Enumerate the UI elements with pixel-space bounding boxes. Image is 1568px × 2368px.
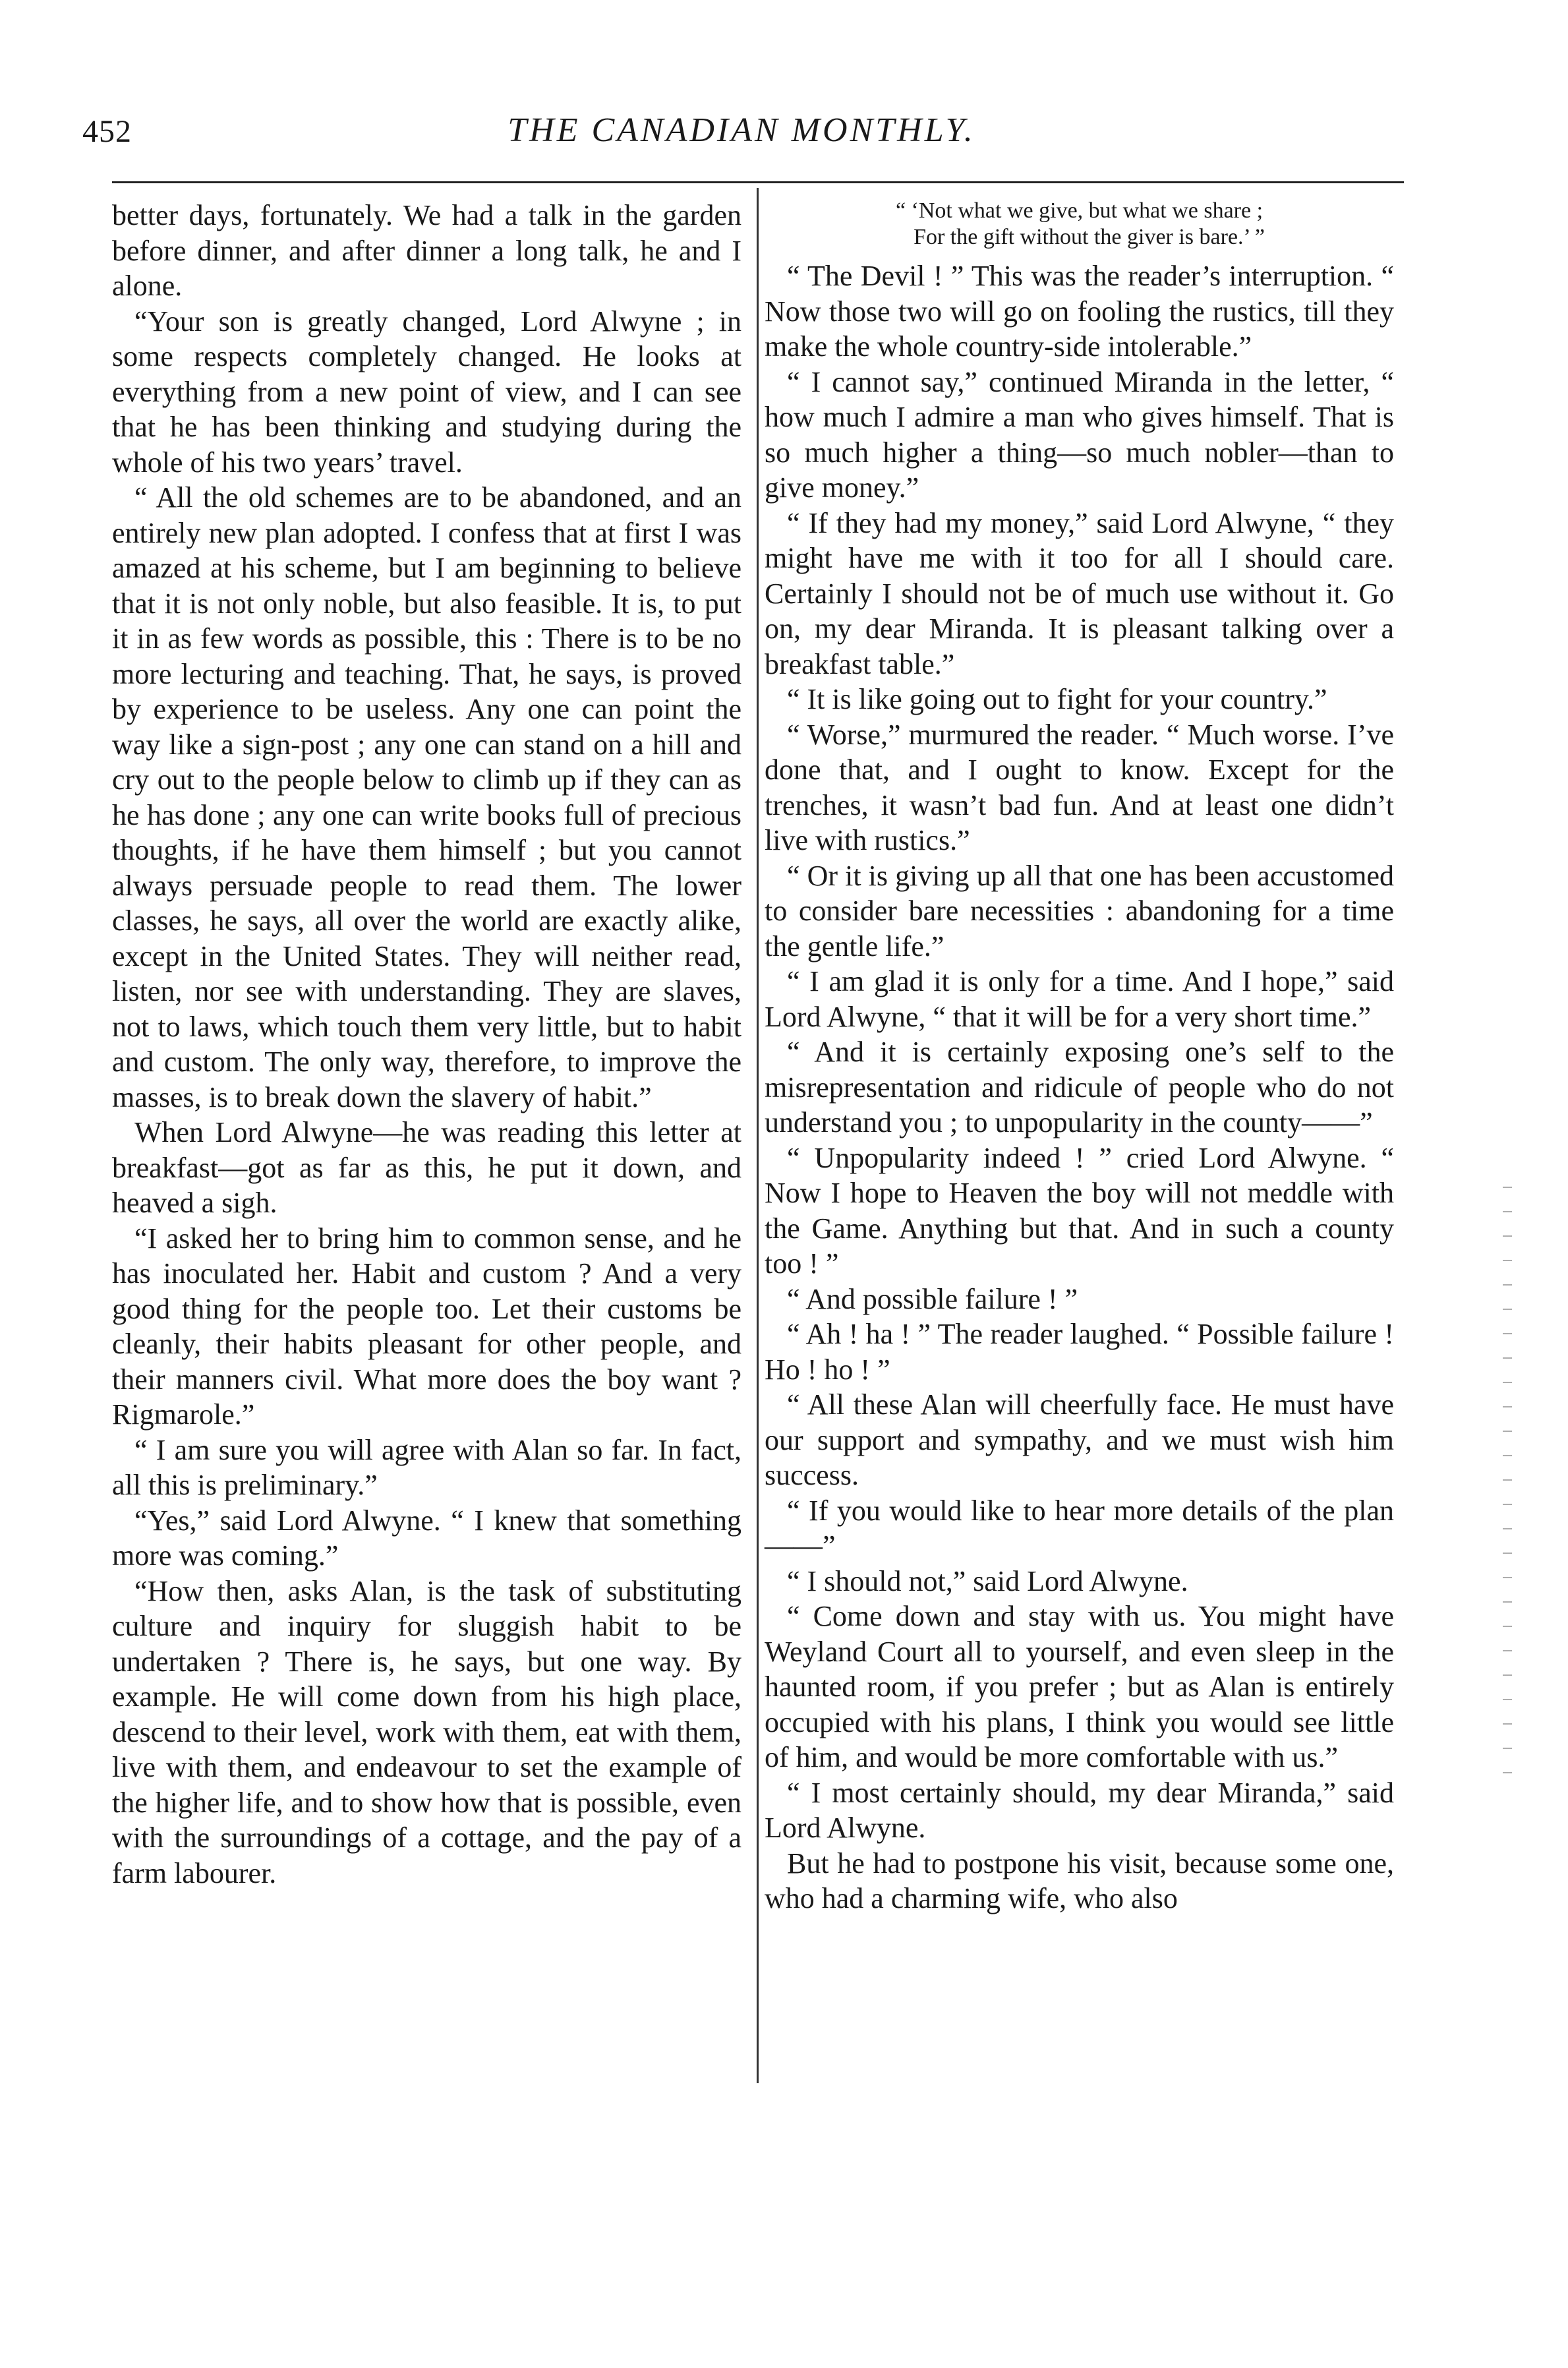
- paragraph: “ Ah ! ha ! ” The reader laughed. “ Possible failure ! Ho ! ho ! ”: [765, 1318, 1394, 1386]
- paragraph: “I asked her to bring him to common sense, and he has inoculated her. Habit and custom ? And a very good thing for the people too. Let their customs be cleanly, their habits pleasant for other people, and their manners civil. What more does the boy want ? Rigmarole.”: [112, 1222, 741, 1431]
- paragraph: “ If they had my money,” said Lord Alwyne, “ they might have me with it too for all I should care. Certainly I should not be of much use without it. Go on, my dear Miranda. It is pleasant talking over a breakfast table.”: [765, 506, 1394, 680]
- paragraph: “ I should not,” said Lord Alwyne.: [787, 1564, 1188, 1597]
- scan-margin-specks: [1503, 1187, 1512, 1780]
- right-column: [765, 198, 1394, 1916]
- paragraph: “Your son is greatly changed, Lord Alwyne ; in some respects completely changed. He looks at everything from a new point of view, and I can see that he has been thinking and studying during the whole of his two years’ travel.: [112, 305, 741, 479]
- paragraph: “ And it is certainly exposing one’s self to the misrepresentation and ridicule of people who do not understand you ; to unpopularity in the county——”: [765, 1036, 1394, 1139]
- left-column: [112, 198, 741, 1891]
- paragraph: “Yes,” said Lord Alwyne. “ I knew that something more was coming.”: [112, 1504, 741, 1572]
- paragraph: “ It is like going out to fight for your country.”: [787, 683, 1327, 715]
- page-number: 452: [82, 114, 132, 149]
- paragraph: “ All these Alan will cheerfully face. He must have our support and sympathy, and we must wish him success.: [765, 1388, 1394, 1491]
- paragraph: But he had to postpone his visit, because some one, who had a charming wife, who also: [765, 1847, 1394, 1914]
- verse-quotation: [765, 198, 1394, 251]
- paragraph: “ Unpopularity indeed ! ” cried Lord Alwyne. “ Now I hope to Heaven the boy will not meddle with the Game. Anything but that. And in such a county too ! ”: [765, 1141, 1394, 1280]
- paragraph: better days, fortunately. We had a talk in the garden before dinner, and after dinner a long talk, he and I alone.: [112, 199, 741, 302]
- paragraph: “ If you would like to hear more details of the plan——”: [765, 1494, 1394, 1562]
- paragraph: When Lord Alwyne—he was reading this letter at breakfast—got as far as this, he put it down, and heaved a sigh.: [112, 1116, 741, 1219]
- paragraph: “ The Devil ! ” This was the reader’s interruption. “ Now those two will go on fooling the rustics, till they make the whole country-side intolerable.”: [765, 260, 1394, 363]
- paragraph: “ Worse,” murmured the reader. “ Much worse. I’ve done that, and I ought to know. Except for the trenches, it wasn’t bad fun. And at least one didn’t live with rustics.”: [765, 718, 1394, 856]
- paragraph: “ All the old schemes are to be abandoned, and an entirely new plan adopted. I confess that at first I was amazed at his scheme, but I am beginning to believe that it is not only noble, but also feasible. It is, to put it in as few words as possible, this : There is to be no more lecturing and teaching. That, he says, is proved by experience to be useless. Any one can point the way like a sign-post ; any one can stand on a hill and cry out to the people below to climb up if they can as he has done ; any one can write books full of precious thoughts, if he have them himself ; but you cannot always persuade people to read them. The lower classes, he says, all over the world are exactly alike, except in the United States. They will neither read, listen, nor see with understanding. They are slaves, not to laws, which touch them very little, but to habit and custom. The only way, therefore, to improve the masses, is to break down the slavery of habit.”: [112, 481, 741, 1113]
- running-title: THE CANADIAN MONTHLY.: [508, 111, 975, 149]
- paragraph: “ Come down and stay with us. You might have Weyland Court all to yourself, and even sleep in the haunted room, if you prefer ; but as Alan is entirely occupied with his plans, I think you would see little of him, and would be more comfortable with us.”: [765, 1600, 1394, 1773]
- paragraph: “ I am glad it is only for a time. And I hope,” said Lord Alwyne, “ that it will be for a very short time.”: [765, 965, 1394, 1033]
- paragraph: “ I most certainly should, my dear Miranda,” said Lord Alwyne.: [765, 1776, 1394, 1844]
- paragraph: “ I am sure you will agree with Alan so far. In fact, all this is preliminary.”: [112, 1433, 741, 1501]
- verse-line: “ ‘Not what we give, but what we share ;: [895, 198, 1263, 223]
- paragraph: “ I cannot say,” continued Miranda in the letter, “ how much I admire a man who gives himself. That is so much higher a thing—so much nobler—than to give money.”: [765, 365, 1394, 504]
- verse-line: For the gift without the giver is bare.’ ”: [914, 225, 1265, 249]
- page-header: [82, 99, 1401, 158]
- header-rule: [112, 181, 1404, 183]
- paragraph: “How then, asks Alan, is the task of substituting culture and inquiry for sluggish habit to be undertaken ? There is, he says, but one way. By example. He will come down from his high place, descend to their level, work with them, eat with them, live with them, and endeavour to set the example of the higher life, and to show how that is possible, even with the surroundings of a cottage, and the pay of a farm labourer.: [112, 1574, 741, 1889]
- paragraph: “ Or it is giving up all that one has been accustomed to consider bare necessities : abandoning for a time the gentle life.”: [765, 859, 1394, 962]
- column-divider: [757, 188, 759, 2083]
- paragraph: “ And possible failure ! ”: [787, 1282, 1078, 1315]
